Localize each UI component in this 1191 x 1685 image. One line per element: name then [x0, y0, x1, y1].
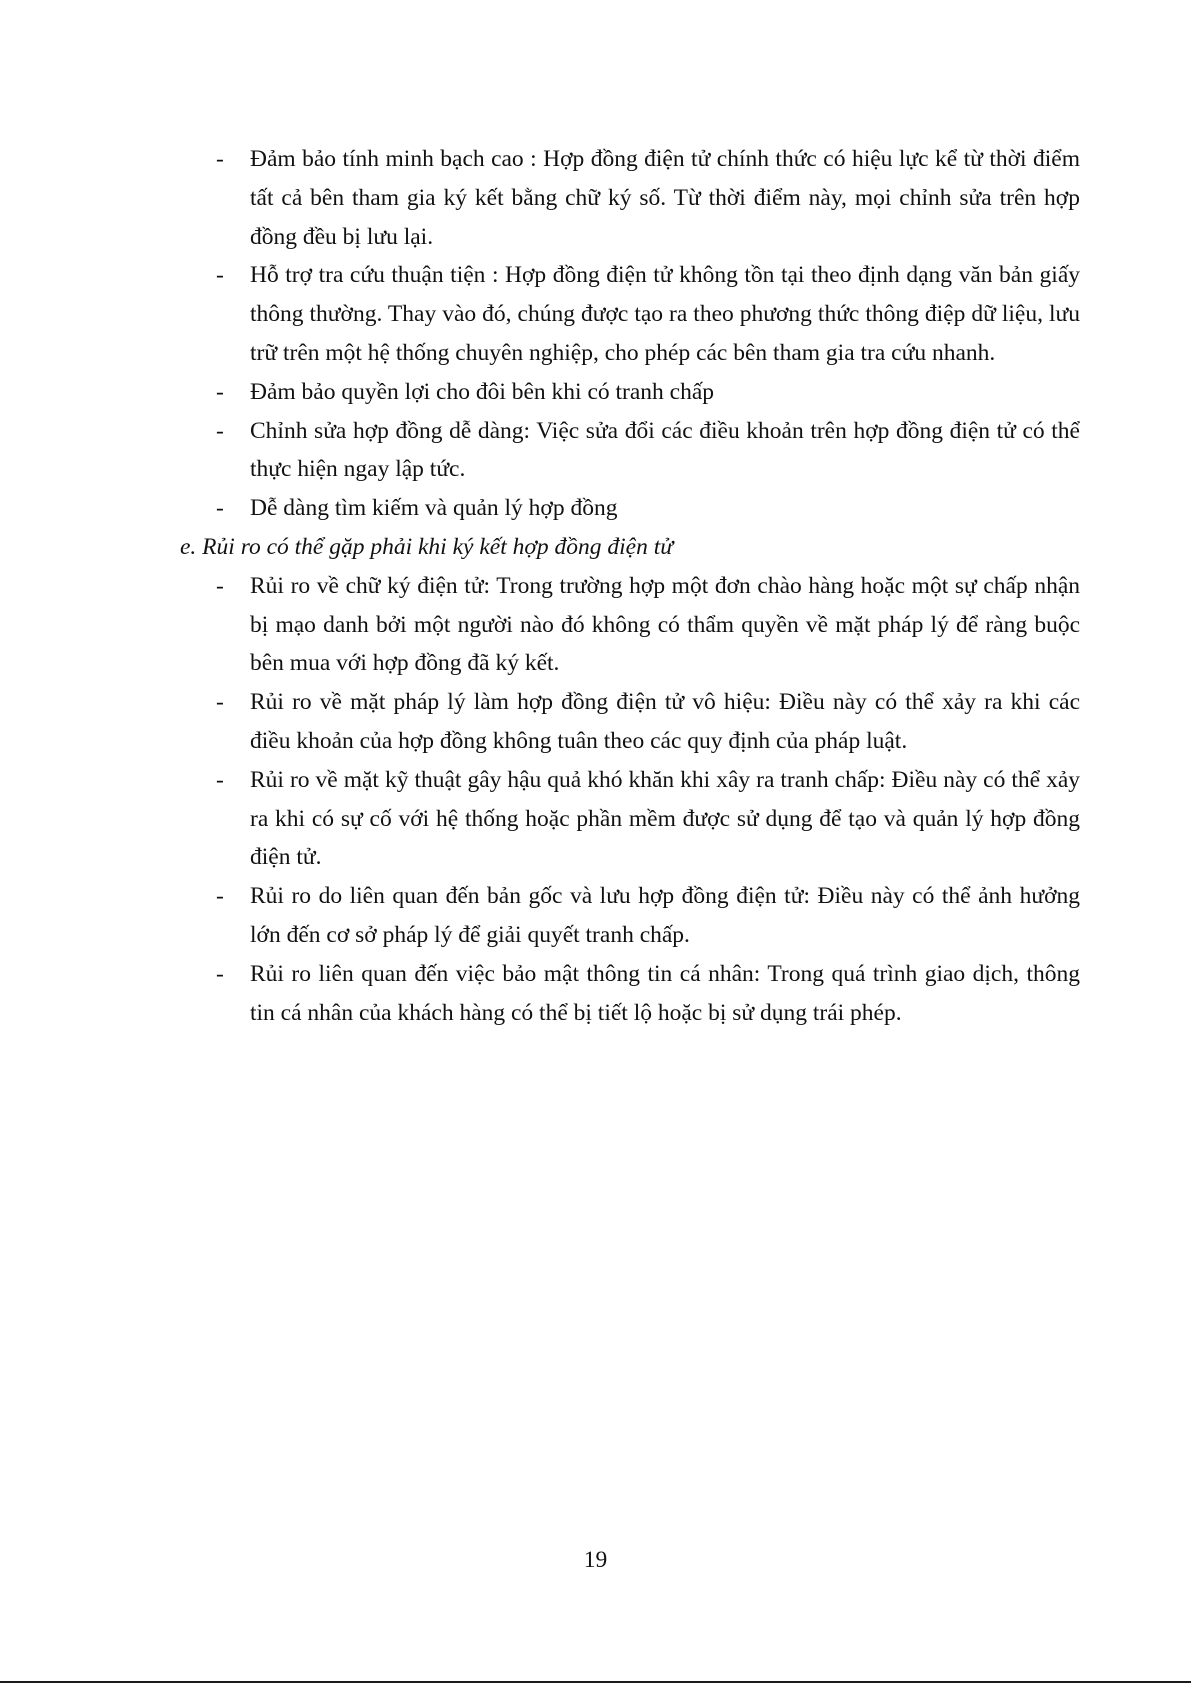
bullet-dash: - — [216, 883, 224, 910]
list-item-text: Rủi ro về mặt pháp lý làm hợp đồng điện tử vô hiệu: Điều này có thể xảy ra khi các điều khoản của hợp đồng không tuân theo các quy định của pháp luật. — [250, 689, 1080, 754]
bullet-dash: - — [216, 378, 224, 405]
list-item — [180, 955, 1080, 1033]
list-item — [180, 567, 1080, 683]
bottom-divider — [0, 1681, 1191, 1683]
list-item-text: Rủi ro do liên quan đến bản gốc và lưu hợp đồng điện tử: Điều này có thể ảnh hưởng lớn đến cơ sở pháp lý để giải quyết tranh chấp. — [250, 883, 1080, 948]
list-item-text: Đảm bảo tính minh bạch cao : Hợp đồng điện tử chính thức có hiệu lực kể từ thời điểm tất cả bên tham gia ký kết bằng chữ ký số. Từ thời điểm này, mọi chỉnh sửa trên hợp đồng đều bị lưu lại. — [250, 146, 1080, 250]
bullet-dash: - — [216, 262, 224, 289]
list-item-text: Dễ dàng tìm kiếm và quản lý hợp đồng — [250, 495, 618, 522]
list-item — [180, 877, 1080, 955]
list-item — [180, 761, 1080, 877]
list-item — [180, 412, 1080, 490]
list-item — [180, 489, 1080, 528]
list-item — [180, 683, 1080, 761]
list-item-text: Hỗ trợ tra cứu thuận tiện : Hợp đồng điện tử không tồn tại theo định dạng văn bản giấy thông thường. Thay vào đó, chúng được tạo ra theo phương thức thông điệp dữ liệu, lưu trữ trên một hệ thống chuyên nghiệp, cho phép các bên tham gia tra cứu nhanh. — [250, 262, 1080, 366]
bullet-dash: - — [216, 572, 224, 599]
list-item-text: Chỉnh sửa hợp đồng dễ dàng: Việc sửa đổi các điều khoản trên hợp đồng điện tử có thể thực hiện ngay lập tức. — [250, 417, 1080, 483]
page-content — [180, 140, 1080, 1032]
bullet-dash: - — [216, 689, 224, 716]
bullet-dash: - — [216, 417, 224, 444]
bullet-dash: - — [216, 960, 224, 987]
list-item — [180, 373, 1080, 412]
bullet-dash: - — [216, 495, 224, 522]
list-item-text: Đảm bảo quyền lợi cho đôi bên khi có tranh chấp — [250, 378, 715, 405]
risks-list — [180, 567, 1080, 1033]
list-item-text: Rủi ro về mặt kỹ thuật gây hậu quả khó khăn khi xây ra tranh chấp: Điều này có thể xảy ra khi có sự cố với hệ thống hoặc phần mềm được sử dụng để tạo và quản lý hợp đồng điện tử. — [250, 766, 1080, 871]
list-item-text: Rủi ro về chữ ký điện tử: Trong trường hợp một đơn chào hàng hoặc một sự chấp nhận bị mạo danh bởi một người nào đó không có thẩm quyền về mặt pháp lý để ràng buộc bên mua với hợp đồng đã ký kết. — [250, 572, 1080, 677]
list-item-text: Rủi ro liên quan đến việc bảo mật thông tin cá nhân: Trong quá trình giao dịch, thông tin cá nhân của khách hàng có thể bị tiết lộ hoặc bị sử dụng trái phép. — [250, 960, 1080, 1026]
benefits-list — [180, 140, 1080, 528]
page-number: 19 — [583, 1547, 608, 1573]
list-item — [180, 140, 1080, 256]
list-item — [180, 256, 1080, 372]
section-heading-e: e. Rủi ro có thể gặp phải khi ký kết hợp đồng điện tử — [180, 533, 674, 560]
bullet-dash: - — [216, 146, 224, 172]
bullet-dash: - — [216, 766, 224, 793]
